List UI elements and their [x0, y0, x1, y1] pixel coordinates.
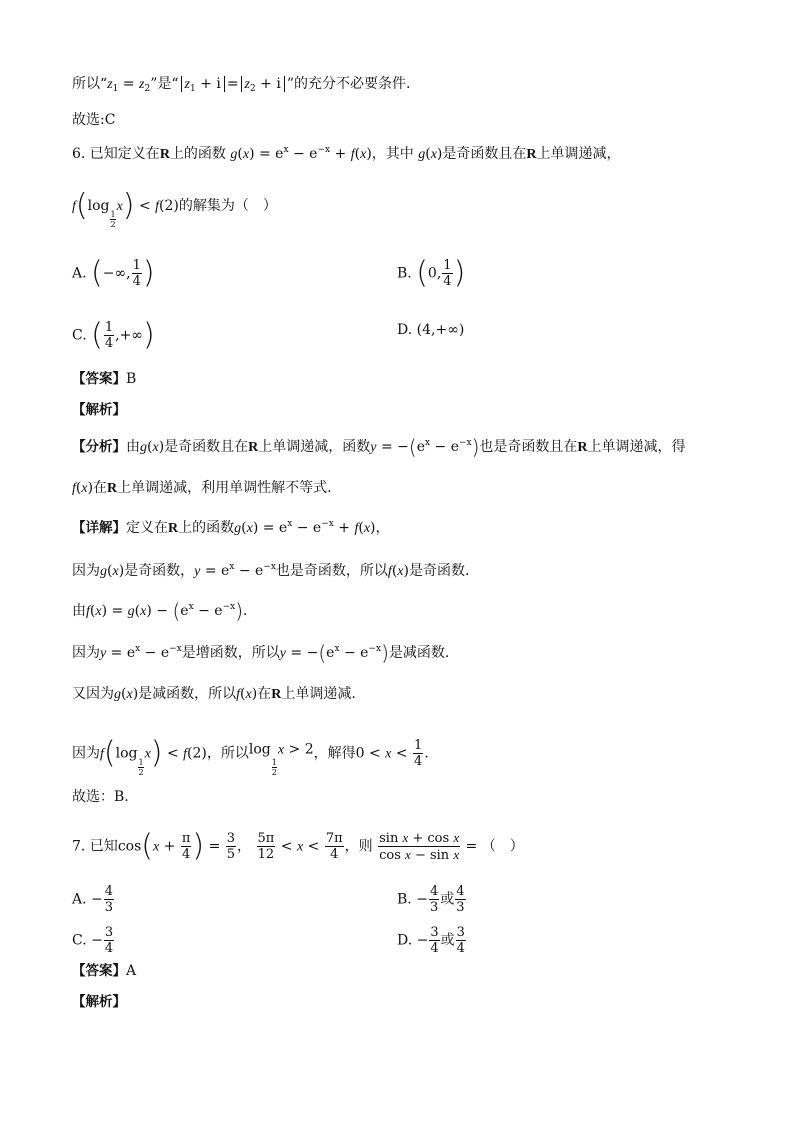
question-6-line-1: 6. 已知定义在R上的函数 $g(x) = e^x - e^{-x} + f(x)$，其中 g(x)是奇函数且在R上单调递减， [72, 145, 621, 162]
option-7-d[interactable]: D. − $\frac{3}{4}$ 或 $\frac{3}{4}$ [397, 925, 465, 956]
question-6-line-2: f(log $\frac{1}{2}$ x) < f(2)的解集为（ ） [72, 188, 277, 229]
analysis-heading-6: 【解析】 [72, 402, 126, 418]
step-3: 因为$y = e^x - e^{-x}$是增函数，所以$y = -(e^x - e^{-x})$是减函数. [72, 641, 450, 665]
step-5: 因为f(log $\frac{1}{2}$ x) < f(2)，所以log $\frac{1}{2}$ x > 2，解得0 < x < $\frac{1}{4}$ . [72, 735, 429, 777]
option-6-a[interactable]: A. (−∞, $\frac{1}{4}$ ) [72, 255, 155, 291]
answer-7: 【答案】A [72, 963, 137, 979]
step-1: 因为g(x)是奇函数，$y = e^x - e^{-x}$也是奇函数，所以f(x)是奇函数. [72, 562, 470, 579]
answer-choice-6: 故选：B. [72, 789, 129, 805]
answer-choice-5: 故选:C [72, 112, 116, 128]
analysis-heading-7: 【解析】 [72, 994, 126, 1010]
option-6-b[interactable]: B. (0, $\frac{1}{4}$ ) [397, 255, 466, 291]
step-4: 又因为g(x)是减函数，所以f(x)在R上单调递减. [72, 686, 356, 702]
question-7: 7. 已知cos(x + $\frac{\pi}{4}$ ) = $\frac{3}{5}$ ， $\frac{5\pi}{12}$ < x < $\frac{7\pi}{4}$ ，则 $\frac{\text{sin x + cos x}}{\text{cos x − sin x}}$ = （ ） [72, 828, 524, 864]
option-7-a[interactable]: A. − $\frac{4}{3}$ [72, 884, 114, 915]
option-6-c[interactable]: C. ( $\frac{1}{4}$ ,+∞) [72, 317, 155, 353]
fenxi-line-1: 【分析】由g(x)是奇函数且在R上单调递减，函数$y = -(e^x - e^{-x})$也是奇函数且在R上单调递减，得 [72, 435, 686, 459]
answer-6: 【答案】B [72, 371, 137, 387]
option-7-b[interactable]: B. − $\frac{4}{3}$ 或 $\frac{4}{3}$ [397, 884, 465, 915]
option-7-c[interactable]: C. − $\frac{3}{4}$ [72, 925, 114, 956]
option-6-d[interactable]: D. (4,+∞) [397, 322, 465, 338]
line-conclusion-5: 所以“$z_1 = z_2$”是“ $z_1 + i = z_2 + i$ ”的充分不必要条件. [72, 76, 411, 94]
xiangjie-line: 【详解】定义在R上的函数$g(x) = e^x - e^{-x} + f(x)$， [72, 519, 390, 536]
fenxi-line-2: f(x)在R上单调递减，利用单调性解不等式. [72, 480, 332, 496]
step-2: 由$f(x) = g(x) - (e^x - e^{-x})$. [72, 599, 248, 623]
